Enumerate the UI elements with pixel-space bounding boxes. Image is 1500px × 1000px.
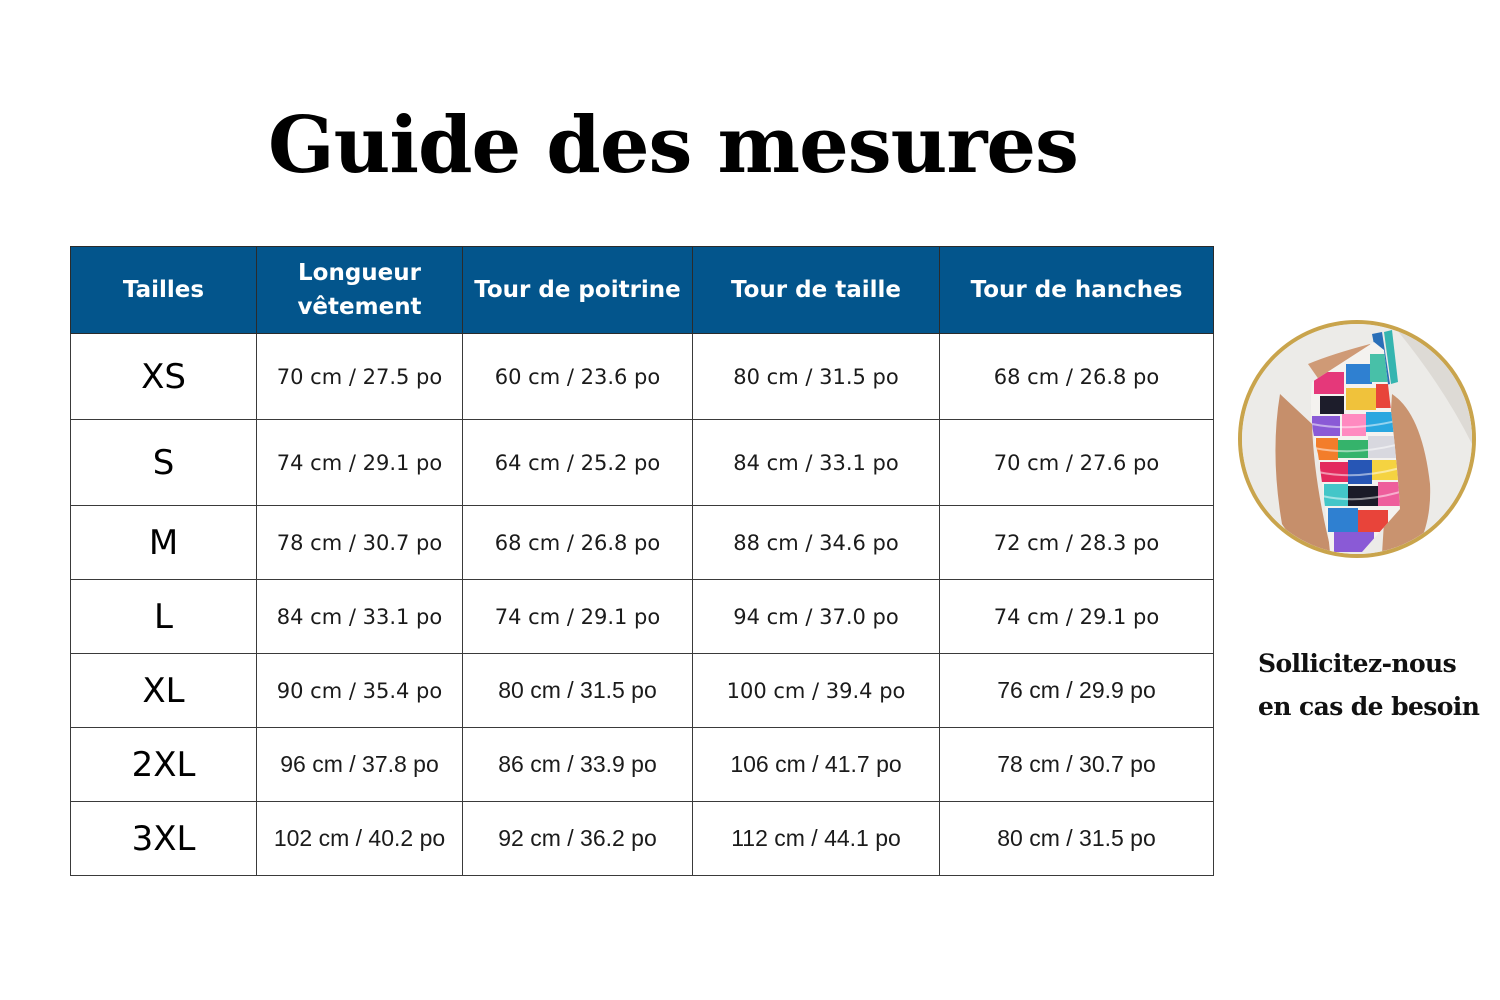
length-value: 96 cm / 37.8 po [257,728,463,802]
waist-value: 88 cm / 34.6 po [693,506,940,580]
page-title: Guide des mesures [268,100,1078,191]
size-label: XS [71,334,257,420]
chest-value: 68 cm / 26.8 po [463,506,693,580]
size-label: S [71,420,257,506]
table-row [71,420,1214,506]
waist-value: 94 cm / 37.0 po [693,580,940,654]
length-value: 78 cm / 30.7 po [257,506,463,580]
hips-value: 68 cm / 26.8 po [940,334,1214,420]
header-waist: Tour de taille [693,247,940,334]
size-chart-table [70,246,1214,876]
table-row [71,654,1214,728]
help-message [1258,642,1498,728]
length-value: 90 cm / 35.4 po [257,654,463,728]
header-hips: Tour de hanches [940,247,1214,334]
table-row [71,334,1214,420]
table-row [71,506,1214,580]
waist-value: 80 cm / 31.5 po [693,334,940,420]
help-line-2: en cas de besoin [1258,692,1480,721]
waist-value: 112 cm / 44.1 po [693,802,940,876]
size-label: 2XL [71,728,257,802]
table-row [71,728,1214,802]
length-value: 84 cm / 33.1 po [257,580,463,654]
hips-value: 78 cm / 30.7 po [940,728,1214,802]
chest-value: 92 cm / 36.2 po [463,802,693,876]
length-value: 102 cm / 40.2 po [257,802,463,876]
table-row [71,580,1214,654]
hips-value: 76 cm / 29.9 po [940,654,1214,728]
waist-value: 106 cm / 41.7 po [693,728,940,802]
hips-value: 72 cm / 28.3 po [940,506,1214,580]
header-garment-length: Longueur vêtement [257,247,463,334]
waist-value: 84 cm / 33.1 po [693,420,940,506]
size-label: L [71,580,257,654]
length-value: 70 cm / 27.5 po [257,334,463,420]
swimsuit-illustration [1242,324,1472,554]
hips-value: 70 cm / 27.6 po [940,420,1214,506]
chest-value: 80 cm / 31.5 po [463,654,693,728]
table-row [71,802,1214,876]
product-photo [1238,320,1476,558]
chest-value: 60 cm / 23.6 po [463,334,693,420]
hips-value: 80 cm / 31.5 po [940,802,1214,876]
hips-value: 74 cm / 29.1 po [940,580,1214,654]
chest-value: 86 cm / 33.9 po [463,728,693,802]
size-label: M [71,506,257,580]
header-sizes: Tailles [71,247,257,334]
size-label: 3XL [71,802,257,876]
help-line-1: Sollicitez-nous [1258,649,1457,678]
waist-value: 100 cm / 39.4 po [693,654,940,728]
length-value: 74 cm / 29.1 po [257,420,463,506]
table-header-row [71,247,1214,334]
size-label: XL [71,654,257,728]
chest-value: 64 cm / 25.2 po [463,420,693,506]
chest-value: 74 cm / 29.1 po [463,580,693,654]
header-chest: Tour de poitrine [463,247,693,334]
